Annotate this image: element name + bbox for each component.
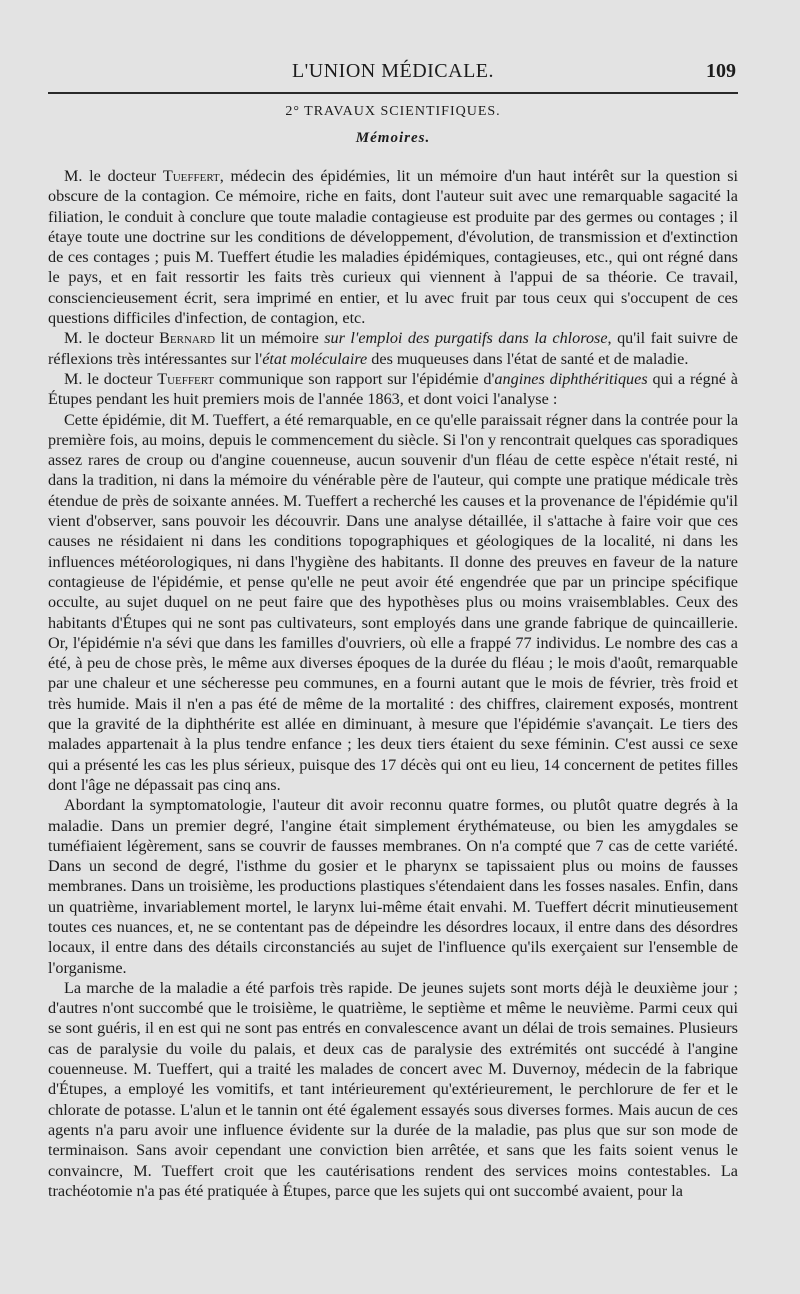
page-number: 109 [706,60,736,82]
p2-text-c: , qu'il fait suivre de réflexions très intéressantes sur l' [48,329,738,368]
memoir-title: sur l'emploi des purgatifs dans la chlorose [324,329,608,348]
p3-text-c: qui a régné à Étupes pendant les huit premiers mois de l'année 1863, et dont voici l'analyse : [48,369,738,409]
p3-text-b: communique son rapport sur l'épidémie d' [214,369,495,388]
header-rule [48,92,738,94]
paragraph-3 [48,369,738,410]
p2-text-b: lit un mémoire [215,329,325,348]
paragraph-5: Abordant la symptomatologie, l'auteur dit avoir reconnu quatre formes, ou plutôt quatre degrés à la maladie. Dans un premier degré, l'angine était simplement érythémateuse, ou bien les amygdales se tuméfiaient légèrement, sans se couvrir de fausses membranes. On n'a compté que 7 cas de cette variété. Dans un second de degré, l'isthme du gosier et le pharynx se tapissaient plus ou moins de fausses membranes. Dans un troisième, les productions plastiques s'étendaient dans les fosses nasales. Enfin, dans un quatrième, invariablement mortel, le larynx lui-même était envahi. M. Tueffert décrit minutieusement toutes ces nuances, et, ne se contentant pas de dépeindre les désordres locaux, il entre dans des désordres locaux, il entre dans des détails circonstanciés au sujet de l'influence qu'ils exerçaient sur l'ensemble de l'organisme. [48,796,738,977]
italic-term: angines diphthéritiques [494,369,648,388]
p1-text-b: , médecin des épidémies, lit un mémoire d'un haut intérêt sur la question si obscure de la contagion. Ce mémoire, riche en faits, dont l'auteur suit avec une remarquable sagacité la filiation, le conduit à conclure que toute maladie contagieuse est produite par des germes ou contages ; il étaye toute une doctrine sur les conditions de développement, d'évolution, de transmission et d'extinction de ces contages ; puis M. Tueffert étudie les maladies épidémiques, contagieuses, etc., qui ont régné dans le pays, et en fait ressortir les faits très curieux qui viennent à l'appui de sa théorie. Ce travail, consciencieusement écrit, sera imprimé en entier, et lu avec fruit par tous ceux qui s'occupent de ces questions difficiles d'infection, de contagion, etc. [48,167,738,328]
p1-text-a: M. le docteur [64,167,163,185]
page-header [48,58,738,88]
article-body [48,166,738,1201]
paragraph-1 [48,166,738,328]
author-name: Tueffert [157,369,215,388]
section-heading: 2° TRAVAUX SCIENTIFIQUES. [285,104,501,119]
italic-term: état moléculaire [262,349,368,368]
paragraph-4: Cette épidémie, dit M. Tueffert, a été remarquable, en ce qu'elle paraissait régner dans la contrée pour la première fois, au moins, depuis le commencement du siècle. Si l'on y rencontrait quelques cas sporadiques assez rares de croup ou d'angine couenneuse, aucun souvenir d'un fléau de cette espèce n'était resté, ni dans la tradition, ni dans la mémoire du vénérable père de l'auteur, qui compte une pratique médicale très étendue de près de soixante années. M. Tueffert a recherché les causes et la provenance de l'épidémie qu'il vient d'observer, sans pouvoir les découvrir. Dans une analyse détaillée, il s'attache à faire voir que ces causes ne résidaient ni dans les conditions topographiques et géologiques de la localité, ni dans les influences météorologiques, ni dans l'hygiène des habitants. Il donne des preuves en faveur de la nature contagieuse de l'épidémie, et pense qu'elle ne peut avoir été engendrée que par un principe spécifique occulte, au sujet duquel on ne peut faire que des hypothèses plus ou moins vraisemblables. Ceux des habitants d'Étupes qui ne sont pas cultivateurs, sont employés dans une grande fabrique de quincaillerie. Or, l'épidémie n'a sévi que dans les familles d'ouvriers, où elle a frappé 77 individus. Le nombre des cas a été, à peu de chose près, le même aux diverses époques de la durée du fléau ; le mois d'août, remarquable par une chaleur et une sécheresse peu communes, en a fourni autant que le mois de février, très froid et très humide. Mais il n'en a pas été de même de la mortalité : des chiffres, clairement exposés, montrent que la gravité de la diphthérite est allée en diminuant, à mesure que l'épidémie s'avançait. Le tiers des malades appartenait à la plus tendre enfance ; les deux tiers étaient du sexe féminin. C'est aussi ce sexe qui a présenté les cas les plus sérieux, puisque des 17 décès qui ont eu lieu, 14 concernent de petites filles dont l'âge ne dépassait pas cinq ans. [48,410,738,794]
author-name: Tueffert [162,167,220,185]
author-name: Bernard [159,329,216,348]
subheading: Mémoires. [355,130,431,146]
paragraph-2 [48,328,738,369]
p3-text-a: M. le docteur [64,369,158,388]
p2-text-a: M. le docteur [64,329,160,348]
running-title: L'UNION MÉDICALE. [291,60,495,82]
paragraph-6: La marche de la maladie a été parfois très rapide. De jeunes sujets sont morts déjà le deuxième jour ; d'autres n'ont succombé que le troisième, le quatrième, le septième et même le neuvième. Parmi ceux qui se sont guéris, il en est qui ne sont pas entrés en convalescence avant un délai de trois semaines. Plusieurs cas de paralysie du voile du palais, et deux cas de paralysie des extrémités ont succédé à l'angine couenneuse. M. Tueffert, qui a traité les malades de concert avec M. Duvernoy, médecin de la fabrique d'Étupes, a employé les vomitifs, et tant intérieurement qu'extérieurement, le perchlorure de fer et le chlorate de potasse. L'alun et le tannin ont été également essayés sous diverses formes. Mais aucun de ces agents n'a paru avoir une influence évidente sur la durée de la maladie, pas plus que sur son mode de terminaison. Sans avoir cependant une conviction bien arrêtée, et sans que les faits soient venus le convaincre, M. Tueffert croit que les cautérisations rendent des services moins contestables. La trachéotomie n'a pas été pratiquée à Étupes, parce que les sujets qui ont succombé avaient, pour la [48,978,738,1200]
p2-text-d: des muqueuses dans l'état de santé et de maladie. [367,349,689,368]
